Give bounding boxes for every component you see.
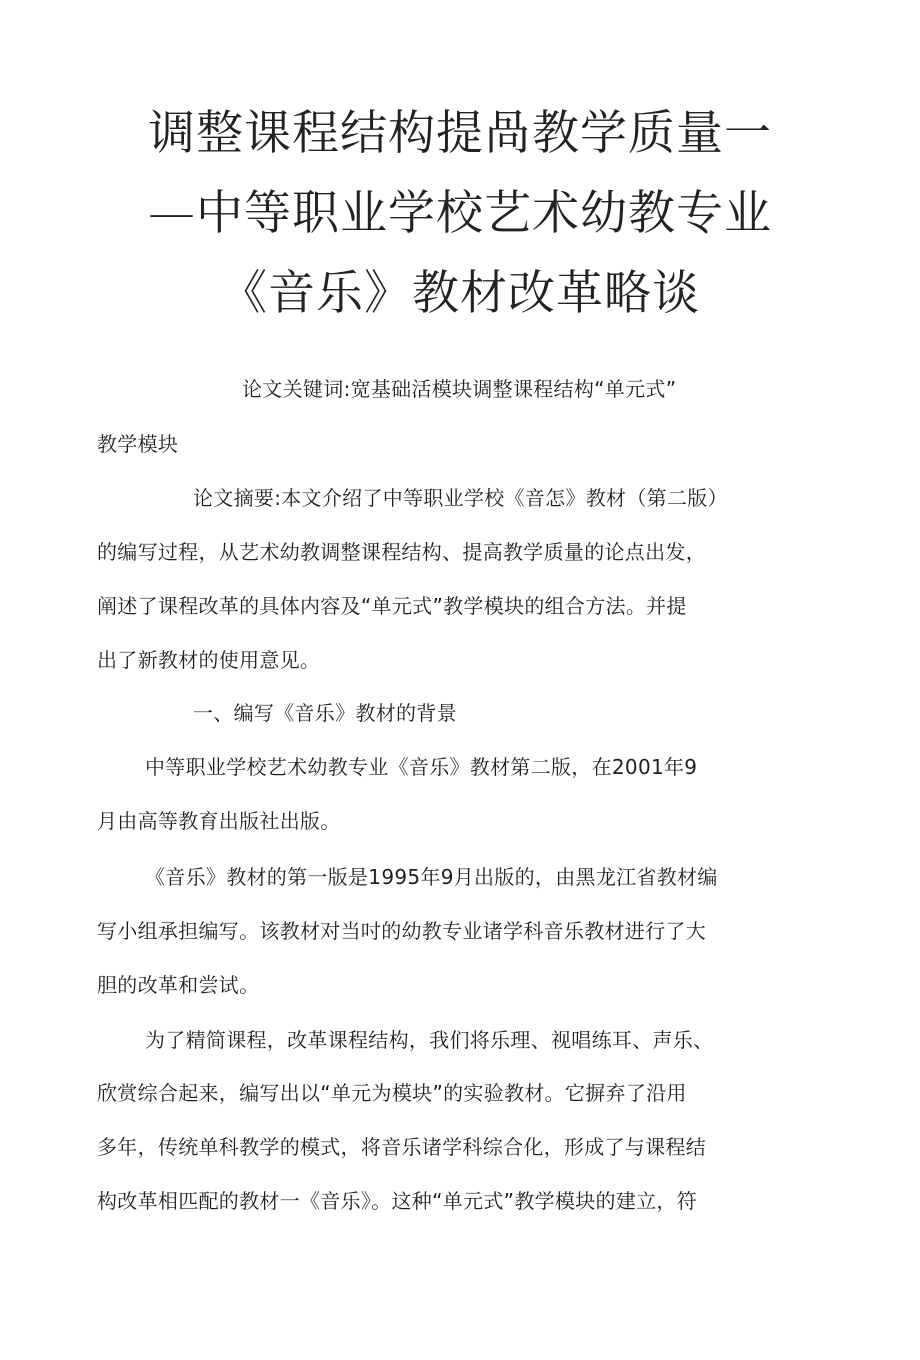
para2-line-2: 写小组承担编写。该教材对当吋的幼教专业诸学科音乐教材进行了大 [97, 919, 706, 943]
keywords-line-1: 论文关键词:宽基础活模块调整课程结构“单元式” [242, 377, 677, 401]
para1-line-2: 月由高等教育出版社出版。 [97, 809, 341, 833]
abstract-line-2: 的编写过程，从艺术幼教调整课程结构、提高教学质量的论点出发， [97, 540, 706, 564]
keywords-line-2: 教学模块 [97, 432, 179, 456]
section-heading: 一、编写《音乐》教材的背景 [193, 701, 457, 725]
title-line-1: 调整课程结构提咼教学质量一 [148, 106, 772, 161]
para2-line-3: 胆的改革和尝试。 [97, 973, 260, 997]
para3-line-3: 多年，传统单科教学的模式，将音乐诸学科综合化，形成了与课程结 [97, 1135, 706, 1159]
abstract-line-1: 论文摘要:本文介绍了中等职业学校《音怎》教材（第二版） [193, 486, 728, 510]
para3-line-4: 构改革相匹配的教材一《音乐》。这种“单元式”教学模块的建立，符 [97, 1189, 698, 1213]
abstract-line-3: 阐述了课程改革的具体内容及“单元式”教学模块的组合方法。并提 [97, 594, 687, 618]
title-line-3: 《音乐》教材改革略谈 [220, 266, 700, 321]
para3-line-2: 欣赏综合起来，编写出以“单元为模块”的实验教材。它摒弃了沿用 [97, 1081, 687, 1105]
para3-line-1: 为了精简课程，改革课程结构，我们将乐理、视唱练耳、声乐、 [145, 1028, 714, 1052]
para2-line-1: 《音乐》教材的第一版是1995年9月出版的，由黑龙江省教材编 [145, 865, 718, 889]
title-line-2: —中等职业学校艺术幼教专业 [148, 186, 772, 241]
para1-line-1: 中等职业学校艺术幼教专业《音乐》教材第二版，在2001年9 [145, 755, 698, 779]
abstract-line-4: 出了新教材的使用意见。 [97, 648, 321, 672]
